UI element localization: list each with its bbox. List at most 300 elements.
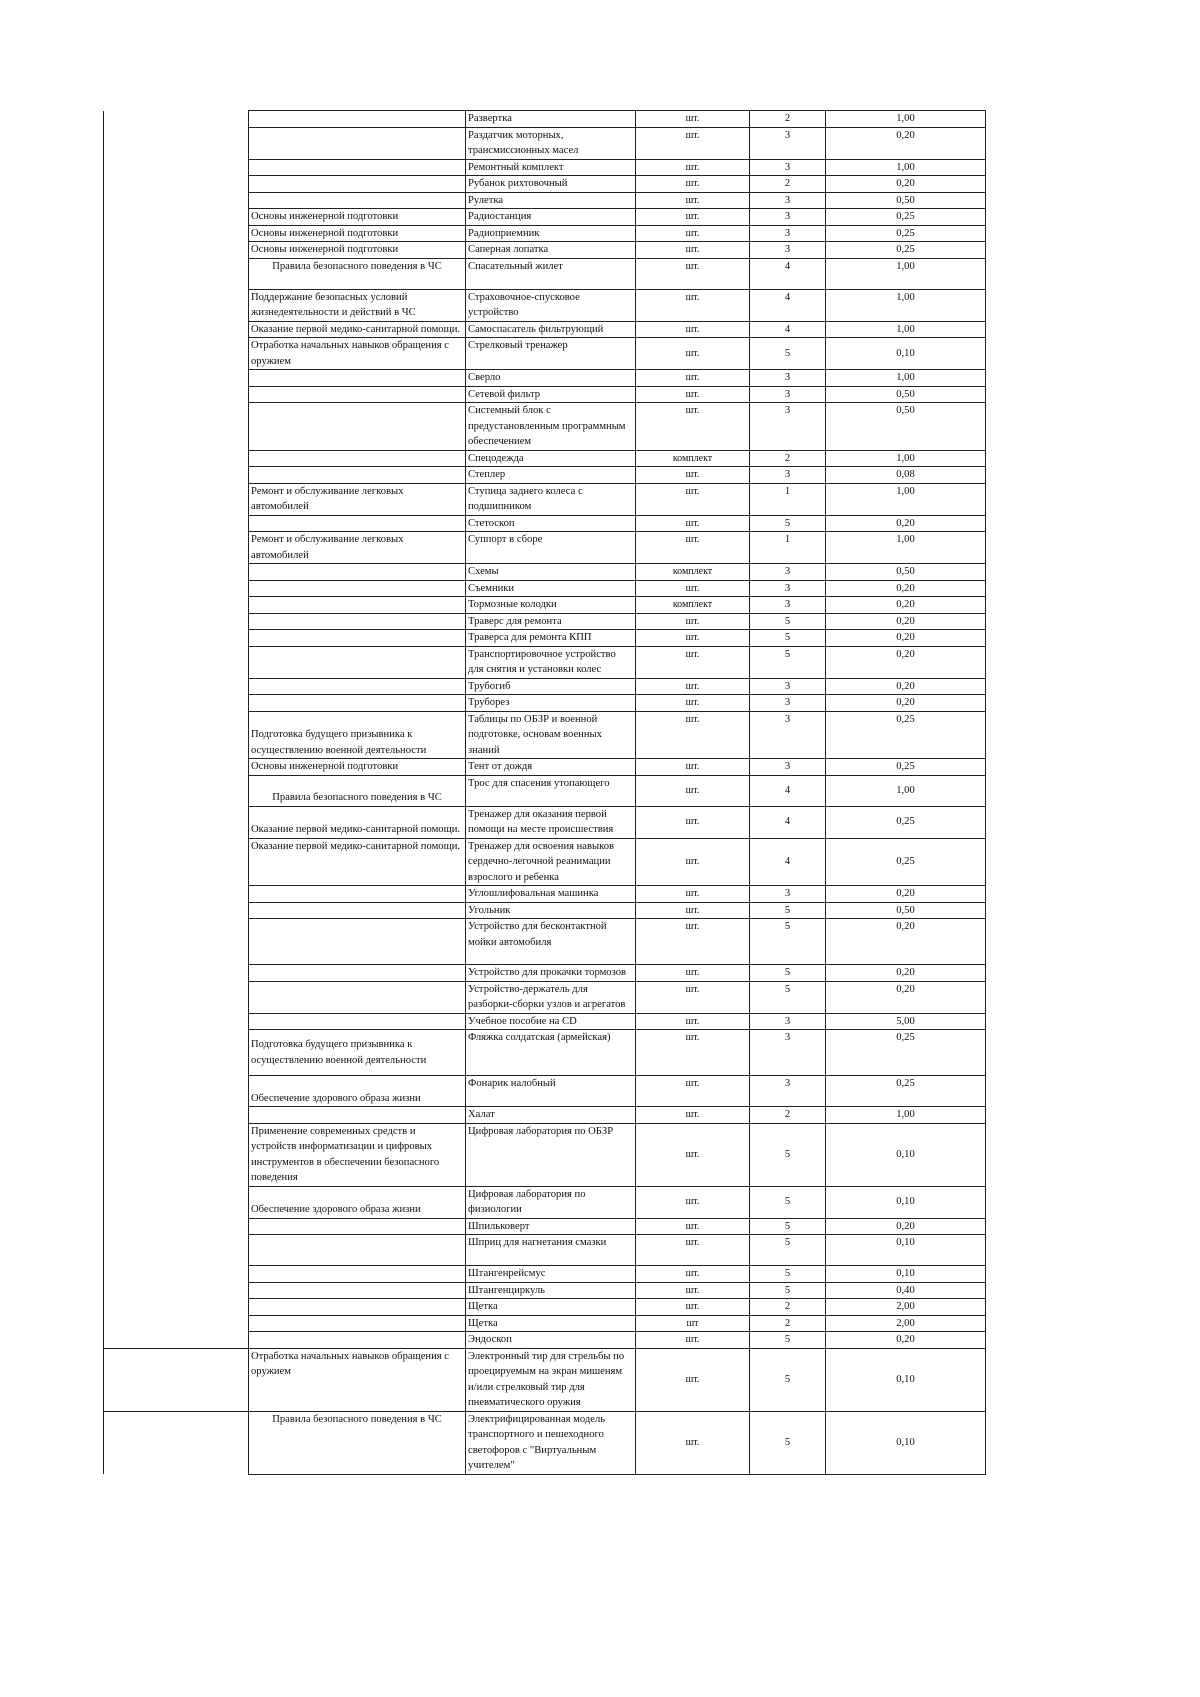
row-quantity: 0,10 [826, 1123, 986, 1186]
table-row [104, 1186, 986, 1218]
row-quantity: 1,00 [826, 111, 986, 128]
row-topic [249, 370, 466, 387]
row-item-name: Системный блок с предустановленным программным обеспечением [466, 403, 636, 451]
row-unit: комплект [636, 564, 750, 581]
row-topic: Основы инженерной подготовки [249, 225, 466, 242]
table-row [104, 225, 986, 242]
row-blank-cell [104, 1299, 249, 1316]
row-blank-cell [104, 806, 249, 838]
row-level: 3 [750, 695, 826, 712]
row-blank-cell [104, 483, 249, 515]
row-quantity: 1,00 [826, 450, 986, 467]
table-row [104, 886, 986, 903]
row-topic: Подготовка будущего призывника к осуществлению военной деятельности [249, 711, 466, 759]
row-item-name: Тормозные колодки [466, 597, 636, 614]
row-level: 2 [750, 111, 826, 128]
row-blank-cell [104, 646, 249, 678]
row-item-name: Шпильковерт [466, 1218, 636, 1235]
row-quantity: 1,00 [826, 289, 986, 321]
row-quantity: 0,25 [826, 759, 986, 776]
row-quantity: 0,20 [826, 176, 986, 193]
table-row [104, 1299, 986, 1316]
row-level: 3 [750, 127, 826, 159]
row-unit: шт. [636, 127, 750, 159]
row-blank-cell [104, 258, 249, 289]
row-level: 1 [750, 532, 826, 564]
row-quantity: 0,25 [826, 1030, 986, 1076]
row-blank-cell [104, 613, 249, 630]
row-item-name: Ремонтный комплект [466, 159, 636, 176]
table-row [104, 613, 986, 630]
row-blank-cell [104, 1123, 249, 1186]
table-row [104, 597, 986, 614]
row-quantity: 0,50 [826, 403, 986, 451]
row-blank-cell [104, 321, 249, 338]
row-quantity: 1,00 [826, 483, 986, 515]
row-unit: шт. [636, 613, 750, 630]
row-item-name: Щетка [466, 1299, 636, 1316]
row-unit: шт. [636, 1013, 750, 1030]
row-topic [249, 630, 466, 647]
row-level: 2 [750, 1107, 826, 1124]
row-quantity: 1,00 [826, 1107, 986, 1124]
row-blank-cell [104, 450, 249, 467]
row-quantity: 0,20 [826, 965, 986, 982]
row-topic: Правила безопасного поведения в ЧС [249, 1411, 466, 1474]
row-level: 3 [750, 580, 826, 597]
row-unit: шт. [636, 1218, 750, 1235]
table-row [104, 338, 986, 370]
row-level: 2 [750, 1315, 826, 1332]
row-unit: шт. [636, 919, 750, 965]
row-level: 3 [750, 242, 826, 259]
row-unit: шт. [636, 111, 750, 128]
table-row [104, 289, 986, 321]
row-blank-cell [104, 127, 249, 159]
row-blank-cell [104, 403, 249, 451]
row-level: 5 [750, 630, 826, 647]
row-quantity: 0,20 [826, 678, 986, 695]
row-topic [249, 159, 466, 176]
row-topic: Ремонт и обслуживание легковых автомобилей [249, 532, 466, 564]
row-unit: шт. [636, 630, 750, 647]
row-level: 5 [750, 1123, 826, 1186]
table-row [104, 775, 986, 806]
row-level: 5 [750, 1235, 826, 1266]
row-level: 3 [750, 159, 826, 176]
row-level: 3 [750, 1030, 826, 1076]
equipment-table-body [104, 111, 986, 1475]
row-quantity: 0,25 [826, 209, 986, 226]
row-level: 3 [750, 597, 826, 614]
table-row [104, 370, 986, 387]
row-quantity: 0,10 [826, 1348, 986, 1411]
row-unit: шт. [636, 483, 750, 515]
row-quantity: 0,50 [826, 386, 986, 403]
row-quantity: 0,10 [826, 1266, 986, 1283]
row-blank-cell [104, 242, 249, 259]
row-unit: шт. [636, 225, 750, 242]
row-topic [249, 981, 466, 1013]
row-level: 3 [750, 370, 826, 387]
row-level: 5 [750, 1218, 826, 1235]
row-unit: шт. [636, 1076, 750, 1107]
row-blank-cell [104, 386, 249, 403]
row-level: 3 [750, 209, 826, 226]
table-row [104, 1315, 986, 1332]
row-blank-cell [104, 711, 249, 759]
table-row [104, 919, 986, 965]
row-topic [249, 564, 466, 581]
row-unit: шт. [636, 321, 750, 338]
row-item-name: Развертка [466, 111, 636, 128]
row-level: 5 [750, 981, 826, 1013]
row-item-name: Тент от дождя [466, 759, 636, 776]
row-level: 4 [750, 806, 826, 838]
row-level: 5 [750, 338, 826, 370]
row-level: 5 [750, 1282, 826, 1299]
row-item-name: Халат [466, 1107, 636, 1124]
row-item-name: Спецодежда [466, 450, 636, 467]
row-topic [249, 678, 466, 695]
row-topic: Применение современных средств и устройств информатизации и цифровых инструментов в обеспечении безопасного поведения [249, 1123, 466, 1186]
row-blank-cell [104, 1076, 249, 1107]
row-topic [249, 1107, 466, 1124]
row-blank-cell [104, 981, 249, 1013]
row-item-name: Транспортировочное устройство для снятия и установки колес [466, 646, 636, 678]
table-row [104, 403, 986, 451]
equipment-table [103, 110, 986, 1475]
row-blank-cell [104, 289, 249, 321]
row-item-name: Эндоскоп [466, 1332, 636, 1349]
table-row [104, 630, 986, 647]
row-quantity: 0,10 [826, 1411, 986, 1474]
row-topic: Отработка начальных навыков обращения с оружием [249, 338, 466, 370]
table-row [104, 159, 986, 176]
row-topic: Обеспечение здорового образа жизни [249, 1076, 466, 1107]
row-blank-cell [104, 775, 249, 806]
row-quantity: 0,25 [826, 711, 986, 759]
row-unit: шт. [636, 838, 750, 886]
row-unit: шт. [636, 258, 750, 289]
row-unit: шт. [636, 1282, 750, 1299]
row-topic: Ремонт и обслуживание легковых автомобилей [249, 483, 466, 515]
row-blank-cell [104, 1411, 249, 1474]
row-quantity: 0,25 [826, 1076, 986, 1107]
row-unit: шт. [636, 1299, 750, 1316]
row-topic [249, 646, 466, 678]
row-topic [249, 450, 466, 467]
row-unit: шт. [636, 467, 750, 484]
row-quantity: 0,20 [826, 630, 986, 647]
row-blank-cell [104, 1186, 249, 1218]
row-quantity: 0,50 [826, 192, 986, 209]
row-level: 4 [750, 289, 826, 321]
row-topic: Оказание первой медико-санитарной помощи. [249, 806, 466, 838]
table-row [104, 759, 986, 776]
row-unit: шт. [636, 981, 750, 1013]
row-item-name: Саперная лопатка [466, 242, 636, 259]
row-item-name: Сверло [466, 370, 636, 387]
row-blank-cell [104, 192, 249, 209]
row-blank-cell [104, 1282, 249, 1299]
row-item-name: Страховочное-спусковое устройство [466, 289, 636, 321]
row-topic: Подготовка будущего призывника к осуществлению военной деятельности [249, 1030, 466, 1076]
row-item-name: Тренажер для оказания первой помощи на месте происшествия [466, 806, 636, 838]
row-unit: шт. [636, 695, 750, 712]
row-level: 2 [750, 176, 826, 193]
row-topic [249, 886, 466, 903]
row-unit: шт. [636, 159, 750, 176]
row-topic: Отработка начальных навыков обращения с оружием [249, 1348, 466, 1411]
row-item-name: Сетевой фильтр [466, 386, 636, 403]
row-blank-cell [104, 1332, 249, 1349]
row-item-name: Устройство для бесконтактной мойки автомобиля [466, 919, 636, 965]
table-row [104, 1266, 986, 1283]
row-topic [249, 176, 466, 193]
row-quantity: 0,40 [826, 1282, 986, 1299]
table-row [104, 1218, 986, 1235]
row-blank-cell [104, 209, 249, 226]
row-blank-cell [104, 838, 249, 886]
row-topic [249, 1235, 466, 1266]
row-level: 3 [750, 386, 826, 403]
row-topic [249, 1332, 466, 1349]
row-unit: шт. [636, 1332, 750, 1349]
row-topic: Основы инженерной подготовки [249, 209, 466, 226]
table-row [104, 646, 986, 678]
row-blank-cell [104, 965, 249, 982]
row-level: 4 [750, 258, 826, 289]
table-row [104, 965, 986, 982]
row-unit: шт. [636, 678, 750, 695]
table-row [104, 695, 986, 712]
row-topic [249, 467, 466, 484]
row-quantity: 0,10 [826, 1235, 986, 1266]
row-item-name: Учебное пособие на CD [466, 1013, 636, 1030]
row-level: 4 [750, 321, 826, 338]
row-quantity: 0,20 [826, 646, 986, 678]
row-unit: шт. [636, 289, 750, 321]
row-quantity: 0,08 [826, 467, 986, 484]
row-topic [249, 695, 466, 712]
row-blank-cell [104, 467, 249, 484]
row-unit: шт. [636, 1411, 750, 1474]
row-item-name: Самоспасатель фильтрующий [466, 321, 636, 338]
row-quantity: 0,20 [826, 919, 986, 965]
row-quantity: 0,20 [826, 613, 986, 630]
row-blank-cell [104, 1315, 249, 1332]
row-blank-cell [104, 695, 249, 712]
row-level: 5 [750, 902, 826, 919]
table-row [104, 515, 986, 532]
row-level: 3 [750, 403, 826, 451]
row-level: 3 [750, 678, 826, 695]
row-quantity: 0,20 [826, 981, 986, 1013]
row-quantity: 0,20 [826, 886, 986, 903]
row-topic [249, 192, 466, 209]
table-row [104, 1107, 986, 1124]
row-level: 2 [750, 450, 826, 467]
row-unit: шт. [636, 759, 750, 776]
row-quantity: 1,00 [826, 532, 986, 564]
row-item-name: Фляжка солдатская (армейская) [466, 1030, 636, 1076]
row-quantity: 0,20 [826, 1218, 986, 1235]
row-quantity: 0,20 [826, 695, 986, 712]
row-level: 3 [750, 886, 826, 903]
row-quantity: 2,00 [826, 1315, 986, 1332]
row-topic [249, 1218, 466, 1235]
table-row [104, 1013, 986, 1030]
row-unit: комплект [636, 450, 750, 467]
row-quantity: 0,25 [826, 242, 986, 259]
row-level: 5 [750, 1332, 826, 1349]
row-quantity: 0,25 [826, 838, 986, 886]
table-row [104, 209, 986, 226]
row-level: 5 [750, 613, 826, 630]
row-quantity: 0,50 [826, 902, 986, 919]
row-item-name: Стрелковый тренажер [466, 338, 636, 370]
row-topic [249, 111, 466, 128]
row-topic [249, 386, 466, 403]
row-level: 3 [750, 192, 826, 209]
row-blank-cell [104, 886, 249, 903]
row-topic [249, 580, 466, 597]
row-unit: шт. [636, 775, 750, 806]
row-blank-cell [104, 564, 249, 581]
table-row [104, 321, 986, 338]
row-blank-cell [104, 597, 249, 614]
table-row [104, 1235, 986, 1266]
row-item-name: Угольник [466, 902, 636, 919]
row-unit: шт. [636, 902, 750, 919]
row-blank-cell [104, 1013, 249, 1030]
row-topic [249, 597, 466, 614]
row-level: 5 [750, 646, 826, 678]
table-row [104, 1076, 986, 1107]
row-quantity: 1,00 [826, 775, 986, 806]
row-blank-cell [104, 1030, 249, 1076]
row-unit: шт. [636, 806, 750, 838]
row-item-name: Фонарик налобный [466, 1076, 636, 1107]
row-topic: Оказание первой медико-санитарной помощи. [249, 838, 466, 886]
row-blank-cell [104, 1235, 249, 1266]
row-level: 3 [750, 225, 826, 242]
row-unit: шт. [636, 1235, 750, 1266]
row-blank-cell [104, 159, 249, 176]
row-topic [249, 127, 466, 159]
row-topic [249, 965, 466, 982]
row-item-name: Цифровая лаборатория по ОБЗР [466, 1123, 636, 1186]
row-quantity: 0,20 [826, 597, 986, 614]
row-quantity: 1,00 [826, 258, 986, 289]
row-level: 4 [750, 775, 826, 806]
row-item-name: Штангенциркуль [466, 1282, 636, 1299]
row-item-name: Электронный тир для стрельбы по проецируемым на экран мишеням и/или стрелковый тир для пневматического оружия [466, 1348, 636, 1411]
row-item-name: Щетка [466, 1315, 636, 1332]
row-item-name: Рулетка [466, 192, 636, 209]
row-level: 5 [750, 1348, 826, 1411]
row-level: 3 [750, 759, 826, 776]
row-topic: Основы инженерной подготовки [249, 242, 466, 259]
row-item-name: Шприц для нагнетания смазки [466, 1235, 636, 1266]
row-blank-cell [104, 580, 249, 597]
row-item-name: Траверс для ремонта [466, 613, 636, 630]
row-quantity: 0,25 [826, 806, 986, 838]
row-item-name: Таблицы по ОБЗР и военной подготовке, основам военных знаний [466, 711, 636, 759]
row-blank-cell [104, 225, 249, 242]
row-item-name: Спасательный жилет [466, 258, 636, 289]
table-row [104, 678, 986, 695]
row-item-name: Рубанок рихтовочный [466, 176, 636, 193]
table-row [104, 258, 986, 289]
table-row [104, 838, 986, 886]
row-item-name: Схемы [466, 564, 636, 581]
table-row [104, 564, 986, 581]
table-row [104, 386, 986, 403]
table-row [104, 176, 986, 193]
row-quantity: 0,10 [826, 338, 986, 370]
row-unit: шт. [636, 532, 750, 564]
row-topic [249, 1315, 466, 1332]
row-unit: шт. [636, 176, 750, 193]
table-row [104, 711, 986, 759]
row-item-name: Электрифицированная модель транспортного и пешеходного светофоров с "Виртуальным учителем" [466, 1411, 636, 1474]
row-unit: шт. [636, 403, 750, 451]
row-blank-cell [104, 176, 249, 193]
table-row [104, 242, 986, 259]
row-topic: Обеспечение здорового образа жизни [249, 1186, 466, 1218]
table-row [104, 192, 986, 209]
row-unit: шт. [636, 242, 750, 259]
row-item-name: Радиостанция [466, 209, 636, 226]
table-row [104, 1332, 986, 1349]
row-unit: шт. [636, 338, 750, 370]
row-level: 3 [750, 1013, 826, 1030]
row-topic: Правила безопасного поведения в ЧС [249, 258, 466, 289]
row-item-name: Устройство для прокачки тормозов [466, 965, 636, 982]
row-topic: Основы инженерной подготовки [249, 759, 466, 776]
row-blank-cell [104, 338, 249, 370]
row-item-name: Труборез [466, 695, 636, 712]
row-quantity: 0,20 [826, 515, 986, 532]
table-row [104, 1123, 986, 1186]
table-row [104, 532, 986, 564]
row-blank-cell [104, 630, 249, 647]
row-level: 5 [750, 1186, 826, 1218]
row-topic [249, 1282, 466, 1299]
row-quantity: 1,00 [826, 321, 986, 338]
row-blank-cell [104, 1107, 249, 1124]
table-row [104, 981, 986, 1013]
row-unit: шт. [636, 1186, 750, 1218]
row-topic: Правила безопасного поведения в ЧС [249, 775, 466, 806]
table-row [104, 111, 986, 128]
row-item-name: Штангенрейсмус [466, 1266, 636, 1283]
row-level: 3 [750, 711, 826, 759]
row-level: 5 [750, 1266, 826, 1283]
row-topic [249, 403, 466, 451]
table-row [104, 467, 986, 484]
row-item-name: Ступица заднего колеса с подшипником [466, 483, 636, 515]
row-unit: шт [636, 1315, 750, 1332]
row-unit: шт. [636, 1123, 750, 1186]
table-row [104, 1030, 986, 1076]
row-topic: Поддержание безопасных условий жизнедеятельности и действий в ЧС [249, 289, 466, 321]
row-topic: Оказание первой медико-санитарной помощи. [249, 321, 466, 338]
table-row [104, 1282, 986, 1299]
row-topic [249, 515, 466, 532]
